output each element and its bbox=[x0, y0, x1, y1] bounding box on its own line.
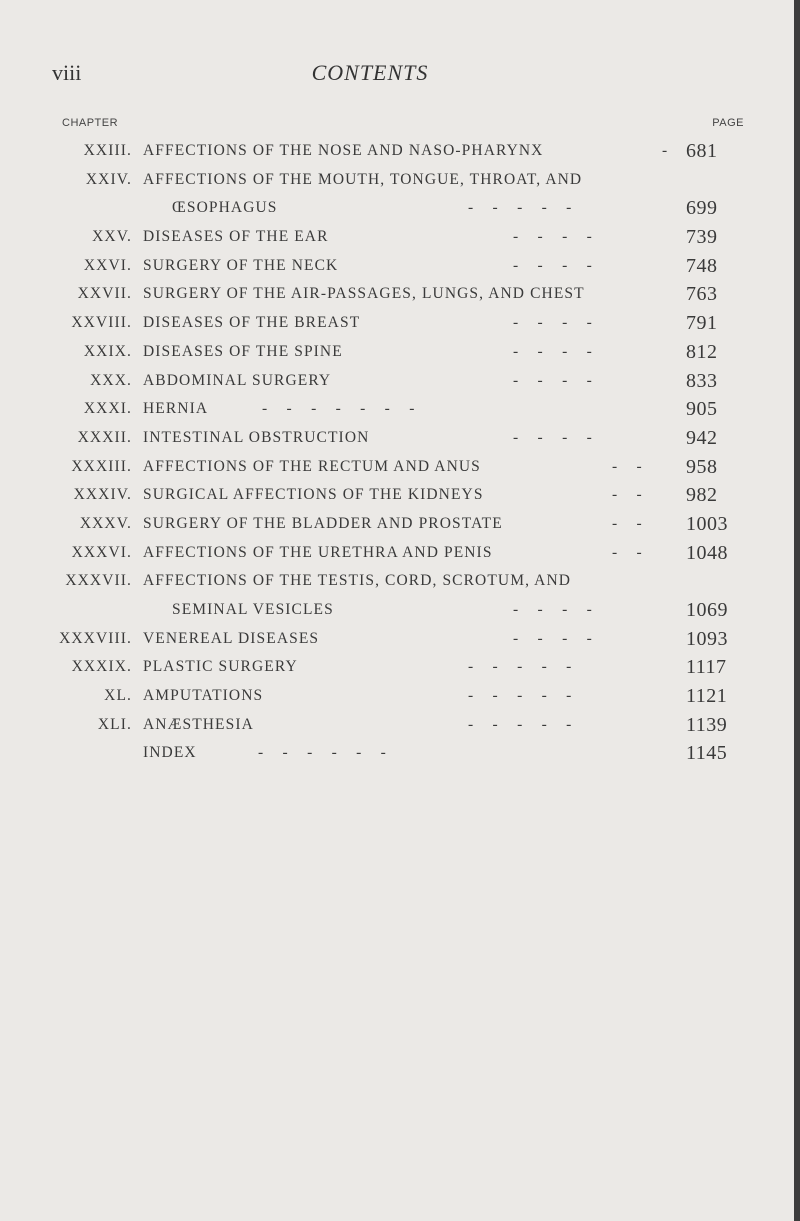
chapter-title: SURGERY OF THE NECK bbox=[143, 256, 339, 274]
page-number: 1003 bbox=[686, 512, 728, 535]
toc-entry bbox=[0, 224, 800, 253]
toc-entry bbox=[0, 253, 800, 282]
chapter-number: XXX. bbox=[90, 371, 132, 389]
toc-entry-continuation bbox=[0, 195, 800, 224]
chapter-title: AMPUTATIONS bbox=[143, 687, 264, 705]
page-number: 833 bbox=[686, 369, 718, 392]
toc-entry bbox=[0, 368, 800, 397]
toc-entry bbox=[0, 683, 800, 712]
page-number: 763 bbox=[686, 283, 718, 306]
page-number: 1093 bbox=[686, 627, 728, 650]
chapter-number: XXVII. bbox=[77, 285, 132, 303]
leader-dashes: - - - - bbox=[513, 629, 592, 647]
chapter-title: PLASTIC SURGERY bbox=[143, 658, 298, 676]
chapter-title: ŒSOPHAGUS bbox=[172, 199, 278, 217]
toc-entry-continuation bbox=[0, 597, 800, 626]
leader-dashes: - - - - - bbox=[468, 199, 572, 217]
leader-dashes: - - - - bbox=[513, 314, 592, 332]
leader-dashes: - - - - bbox=[513, 371, 592, 389]
chapter-number: XL. bbox=[104, 687, 132, 705]
chapter-title: AFFECTIONS OF THE URETHRA AND PENIS bbox=[143, 543, 493, 561]
page-number: 958 bbox=[686, 455, 718, 478]
toc-entry bbox=[0, 138, 800, 167]
chapter-title: AFFECTIONS OF THE NOSE AND NASO-PHARYNX bbox=[143, 142, 544, 159]
leader-dashes: - - - - bbox=[513, 601, 592, 618]
page-number: 1117 bbox=[686, 656, 727, 679]
toc-entry bbox=[0, 167, 800, 196]
page-number: 739 bbox=[686, 226, 718, 249]
chapter-title: INTESTINAL OBSTRUCTION bbox=[143, 428, 370, 446]
chapter-number: XXIII. bbox=[83, 142, 132, 159]
chapter-title: AFFECTIONS OF THE TESTIS, CORD, SCROTUM, AND bbox=[143, 572, 572, 590]
leader-dashes: - - - - - bbox=[468, 658, 572, 676]
toc-entry bbox=[0, 482, 800, 511]
table-of-contents bbox=[0, 138, 800, 769]
chapter-title: SURGICAL AFFECTIONS OF THE KIDNEYS bbox=[143, 486, 484, 504]
column-labels bbox=[62, 117, 744, 131]
page-number: 905 bbox=[686, 398, 718, 421]
leader-dashes: - - - - bbox=[513, 256, 592, 274]
leader-dashes: - - bbox=[612, 514, 642, 532]
chapter-number: XXXIX. bbox=[71, 658, 132, 676]
chapter-title: SURGERY OF THE BLADDER AND PROSTATE bbox=[143, 514, 503, 532]
leader-dashes: - - - - - bbox=[468, 715, 572, 733]
chapter-title: SEMINAL VESICLES bbox=[172, 601, 334, 618]
leader-dashes: - - bbox=[612, 543, 642, 561]
chapter-number: XXXV. bbox=[79, 514, 132, 532]
page-folio: viii bbox=[52, 60, 82, 85]
chapter-number: XXIX. bbox=[83, 342, 132, 360]
page-column-label: PAGE bbox=[712, 117, 744, 129]
chapter-title: INDEX bbox=[143, 744, 197, 762]
chapter-number: XXXIV. bbox=[73, 486, 132, 504]
chapter-number: XXV. bbox=[92, 228, 132, 246]
leader-dashes: - - - - - - bbox=[258, 744, 386, 762]
chapter-number: XXVIII. bbox=[71, 314, 132, 332]
chapter-title: AFFECTIONS OF THE MOUTH, TONGUE, THROAT, AND bbox=[143, 170, 583, 188]
page-number: 1145 bbox=[686, 742, 728, 765]
running-head bbox=[0, 58, 760, 88]
toc-entry bbox=[0, 454, 800, 483]
leader-dashes: - - - - - bbox=[468, 687, 572, 705]
leader-dashes: - - bbox=[612, 486, 642, 504]
toc-entry bbox=[0, 540, 800, 569]
leader-dashes: - - - - bbox=[513, 228, 592, 246]
toc-entry bbox=[0, 740, 800, 769]
page-number: 1069 bbox=[686, 599, 728, 621]
chapter-number: XXXVII. bbox=[65, 572, 132, 590]
chapter-number: XXIV. bbox=[85, 170, 132, 188]
page-number: 681 bbox=[686, 140, 718, 162]
chapter-title: HERNIA bbox=[143, 400, 209, 418]
chapter-number: XXVI. bbox=[83, 256, 132, 274]
page-number: 942 bbox=[686, 426, 718, 449]
toc-entry bbox=[0, 626, 800, 655]
toc-entry bbox=[0, 310, 800, 339]
page-number: 699 bbox=[686, 197, 718, 220]
chapter-number: XLI. bbox=[97, 715, 132, 733]
page-number: 1048 bbox=[686, 541, 728, 564]
chapter-title: DISEASES OF THE BREAST bbox=[143, 314, 361, 332]
leader-dashes: - - bbox=[612, 457, 642, 475]
chapter-column-label: CHAPTER bbox=[62, 117, 119, 129]
page-title: CONTENTS bbox=[311, 60, 429, 85]
chapter-number: XXXI. bbox=[83, 400, 132, 418]
page-number: 982 bbox=[686, 484, 718, 507]
leader-dashes: - bbox=[662, 142, 668, 159]
chapter-title: ANÆSTHESIA bbox=[143, 715, 254, 733]
chapter-title: VENEREAL DISEASES bbox=[143, 629, 320, 647]
page-number: 1121 bbox=[686, 685, 728, 708]
toc-entry bbox=[0, 281, 800, 310]
toc-entry bbox=[0, 568, 800, 597]
toc-entry bbox=[0, 396, 800, 425]
chapter-title: DISEASES OF THE SPINE bbox=[143, 342, 343, 360]
chapter-number: XXXII. bbox=[77, 428, 132, 446]
chapter-title: SURGERY OF THE AIR-PASSAGES, LUNGS, AND CHEST bbox=[143, 285, 585, 303]
leader-dashes: - - - - - - - bbox=[262, 400, 415, 418]
page-number: 812 bbox=[686, 340, 718, 363]
leader-dashes: - - - - bbox=[513, 342, 592, 360]
chapter-number: XXXVI. bbox=[71, 543, 132, 561]
chapter-number: XXXIII. bbox=[71, 457, 132, 475]
toc-entry bbox=[0, 654, 800, 683]
toc-entry bbox=[0, 339, 800, 368]
chapter-number: XXXVIII. bbox=[59, 629, 132, 647]
toc-entry bbox=[0, 425, 800, 454]
page-number: 791 bbox=[686, 312, 718, 335]
chapter-title: AFFECTIONS OF THE RECTUM AND ANUS bbox=[143, 457, 481, 475]
page-number: 748 bbox=[686, 254, 718, 277]
toc-entry bbox=[0, 712, 800, 741]
toc-entry bbox=[0, 511, 800, 540]
page-number: 1139 bbox=[686, 713, 728, 736]
chapter-title: ABDOMINAL SURGERY bbox=[143, 371, 332, 389]
chapter-title: DISEASES OF THE EAR bbox=[143, 228, 329, 246]
leader-dashes: - - - - bbox=[513, 428, 592, 446]
